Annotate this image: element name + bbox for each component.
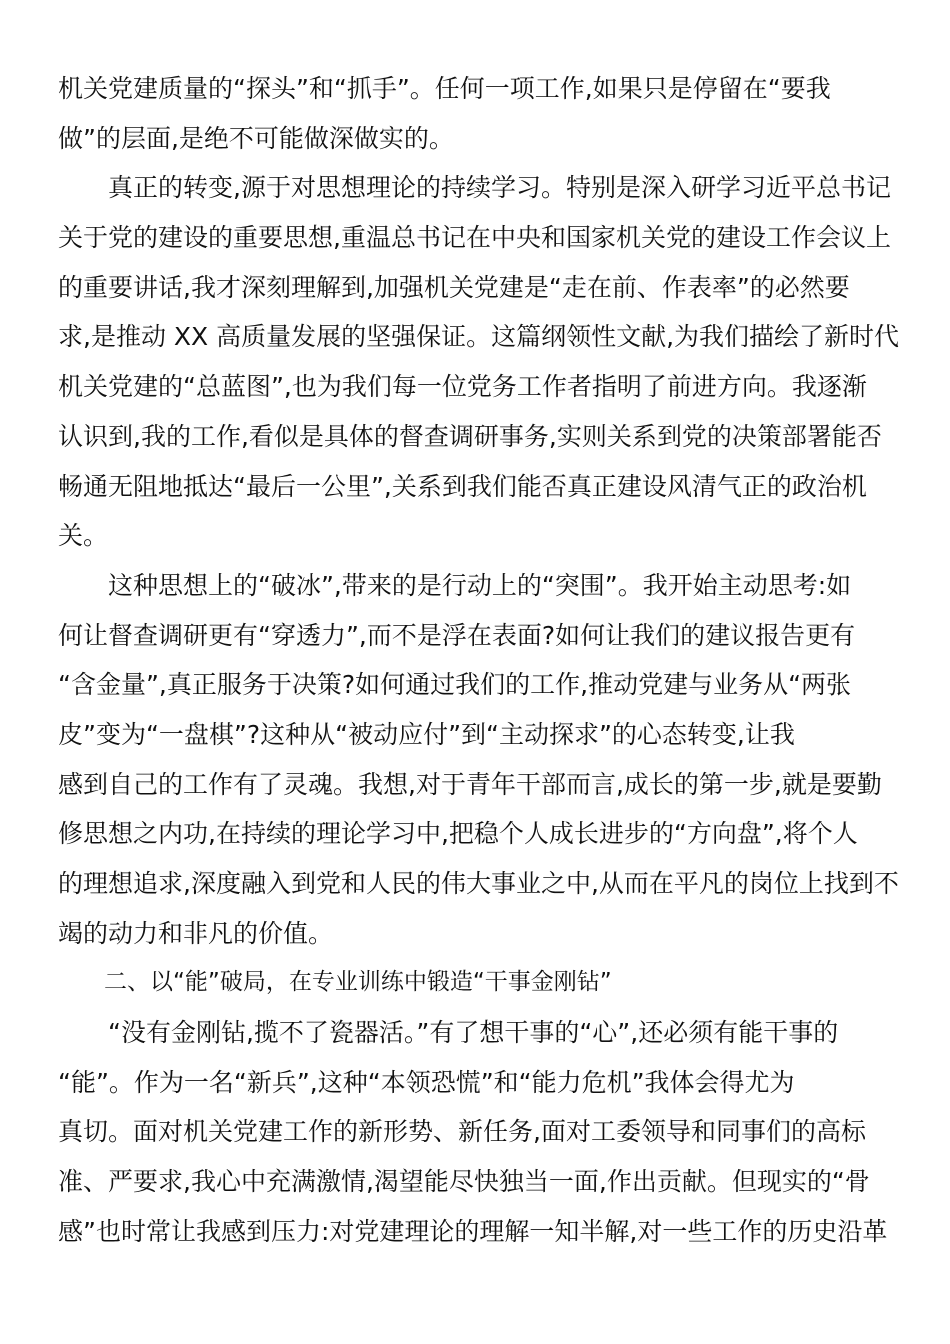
text-line-16: 修思想之内功,在持续的理论学习中,把稳个人成长进步的“方向盘”,将个人: [58, 819, 858, 849]
text-line-23: 准、严要求,我心中充满激情,渴望能尽快独当一面,作出贡献。但现实的“骨: [58, 1167, 870, 1197]
text-line-7: 机关党建的“总蓝图”,也为我们每一位党务工作者指明了前进方向。我逐渐: [58, 372, 867, 402]
text-line-3: 真正的转变,源于对思想理论的持续学习。特别是深入研学习近平总书记: [58, 173, 891, 203]
text-line-22: 真切。面对机关党建工作的新形势、新任务,面对工委领导和同事们的高标: [58, 1117, 866, 1147]
text-line-4: 关于党的建设的重要思想,重温总书记在中央和国家机关党的建设工作会议上: [58, 223, 891, 253]
text-line-14: 皮”变为“一盘棋”?这种从“被动应付”到“主动探求”的心态转变,让我: [58, 719, 795, 749]
text-line-20: “没有金刚钻,揽不了瓷器活。”有了想干事的“心”,还必须有能干事的: [58, 1018, 839, 1048]
text-line-6: 求,是推动 XX 高质量发展的坚强保证。这篇纲领性文献,为我们描绘了新时代: [58, 322, 900, 352]
text-line-2: 做”的层面,是绝不可能做深做实的。: [58, 123, 454, 153]
section-heading: 二、以“能”破局，在专业训练中锻造“干事金刚钻”: [58, 969, 612, 996]
text-line-21: “能”。作为一名“新兵”,这种“本领恐慌”和“能力危机”我体会得尤为: [58, 1067, 795, 1097]
document-page: [58, 64, 900, 1257]
text-line-18: 竭的动力和非凡的价值。: [58, 918, 334, 948]
text-line-9: 畅通无阻地抵达“最后一公里”,关系到我们能否真正建设风清气正的政治机: [58, 471, 867, 501]
text-line-5: 的重要讲话,我才深刻理解到,加强机关党建是“走在前、作表率”的必然要: [58, 272, 850, 302]
text-line-1: 机关党建质量的“探头”和“抓手”。任何一项工作,如果只是停留在“要我: [58, 74, 831, 103]
text-line-12: 何让督查调研更有“穿透力”,而不是浮在表面?如何让我们的建议报告更有: [58, 620, 856, 650]
text-line-13: “含金量”,真正服务于决策?如何通过我们的工作,推动党建与业务从“两张: [58, 670, 852, 700]
text-line-15: 感到自己的工作有了灵魂。我想,对于青年干部而言,成长的第一步,就是要勤: [58, 769, 882, 799]
text-line-8: 认识到,我的工作,看似是具体的督查调研事务,实则关系到党的决策部署能否: [58, 421, 882, 451]
text-line-24: 感”也时常让我感到压力:对党建理论的理解一知半解,对一些工作的历史沿革: [58, 1216, 888, 1246]
text-line-17: 的理想追求,深度融入到党和人民的伟大事业之中,从而在平凡的岗位上找到不: [58, 869, 899, 898]
text-line-10: 关。: [58, 521, 109, 551]
text-line-11: 这种思想上的“破冰”,带来的是行动上的“突围”。我开始主动思考:如: [58, 570, 852, 600]
